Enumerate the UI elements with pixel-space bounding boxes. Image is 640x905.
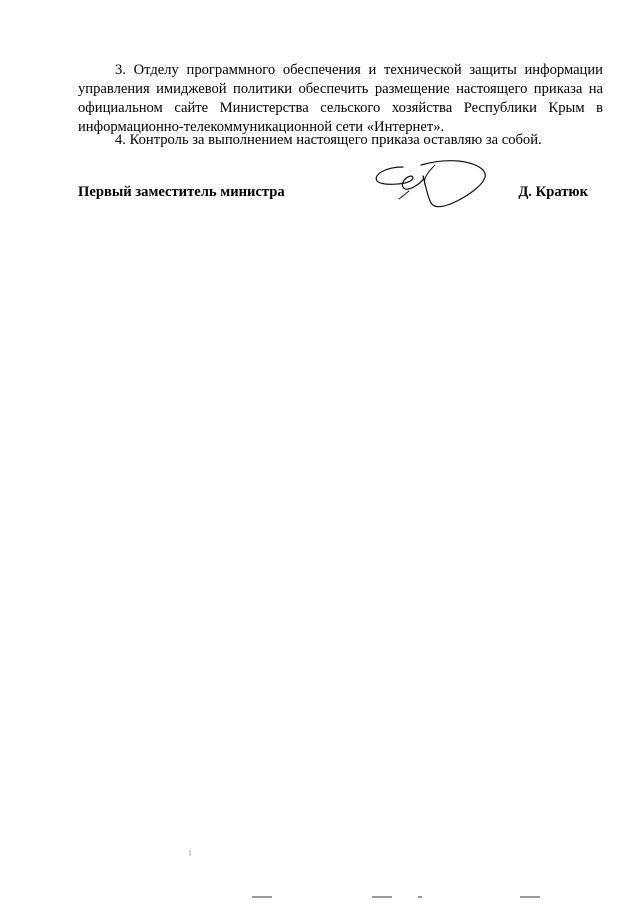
signatory-title: Первый заместитель министра [78,184,285,200]
signatory-name: Д. Кратюк [518,184,588,200]
paragraph-4: 4. Контроль за выполнением настоящего приказа оставляю за собой. [115,132,542,148]
paragraph-3: 3. Отделу программного обеспечения и технической защиты информации управления имиджевой политики обеспечить размещение настоящего приказа на официальном сайте Министерства сельского хозяйства Республики Крым в информационно-телекоммуникационной сети «Интернет». [78,62,603,135]
handwritten-signature-icon [365,155,495,215]
